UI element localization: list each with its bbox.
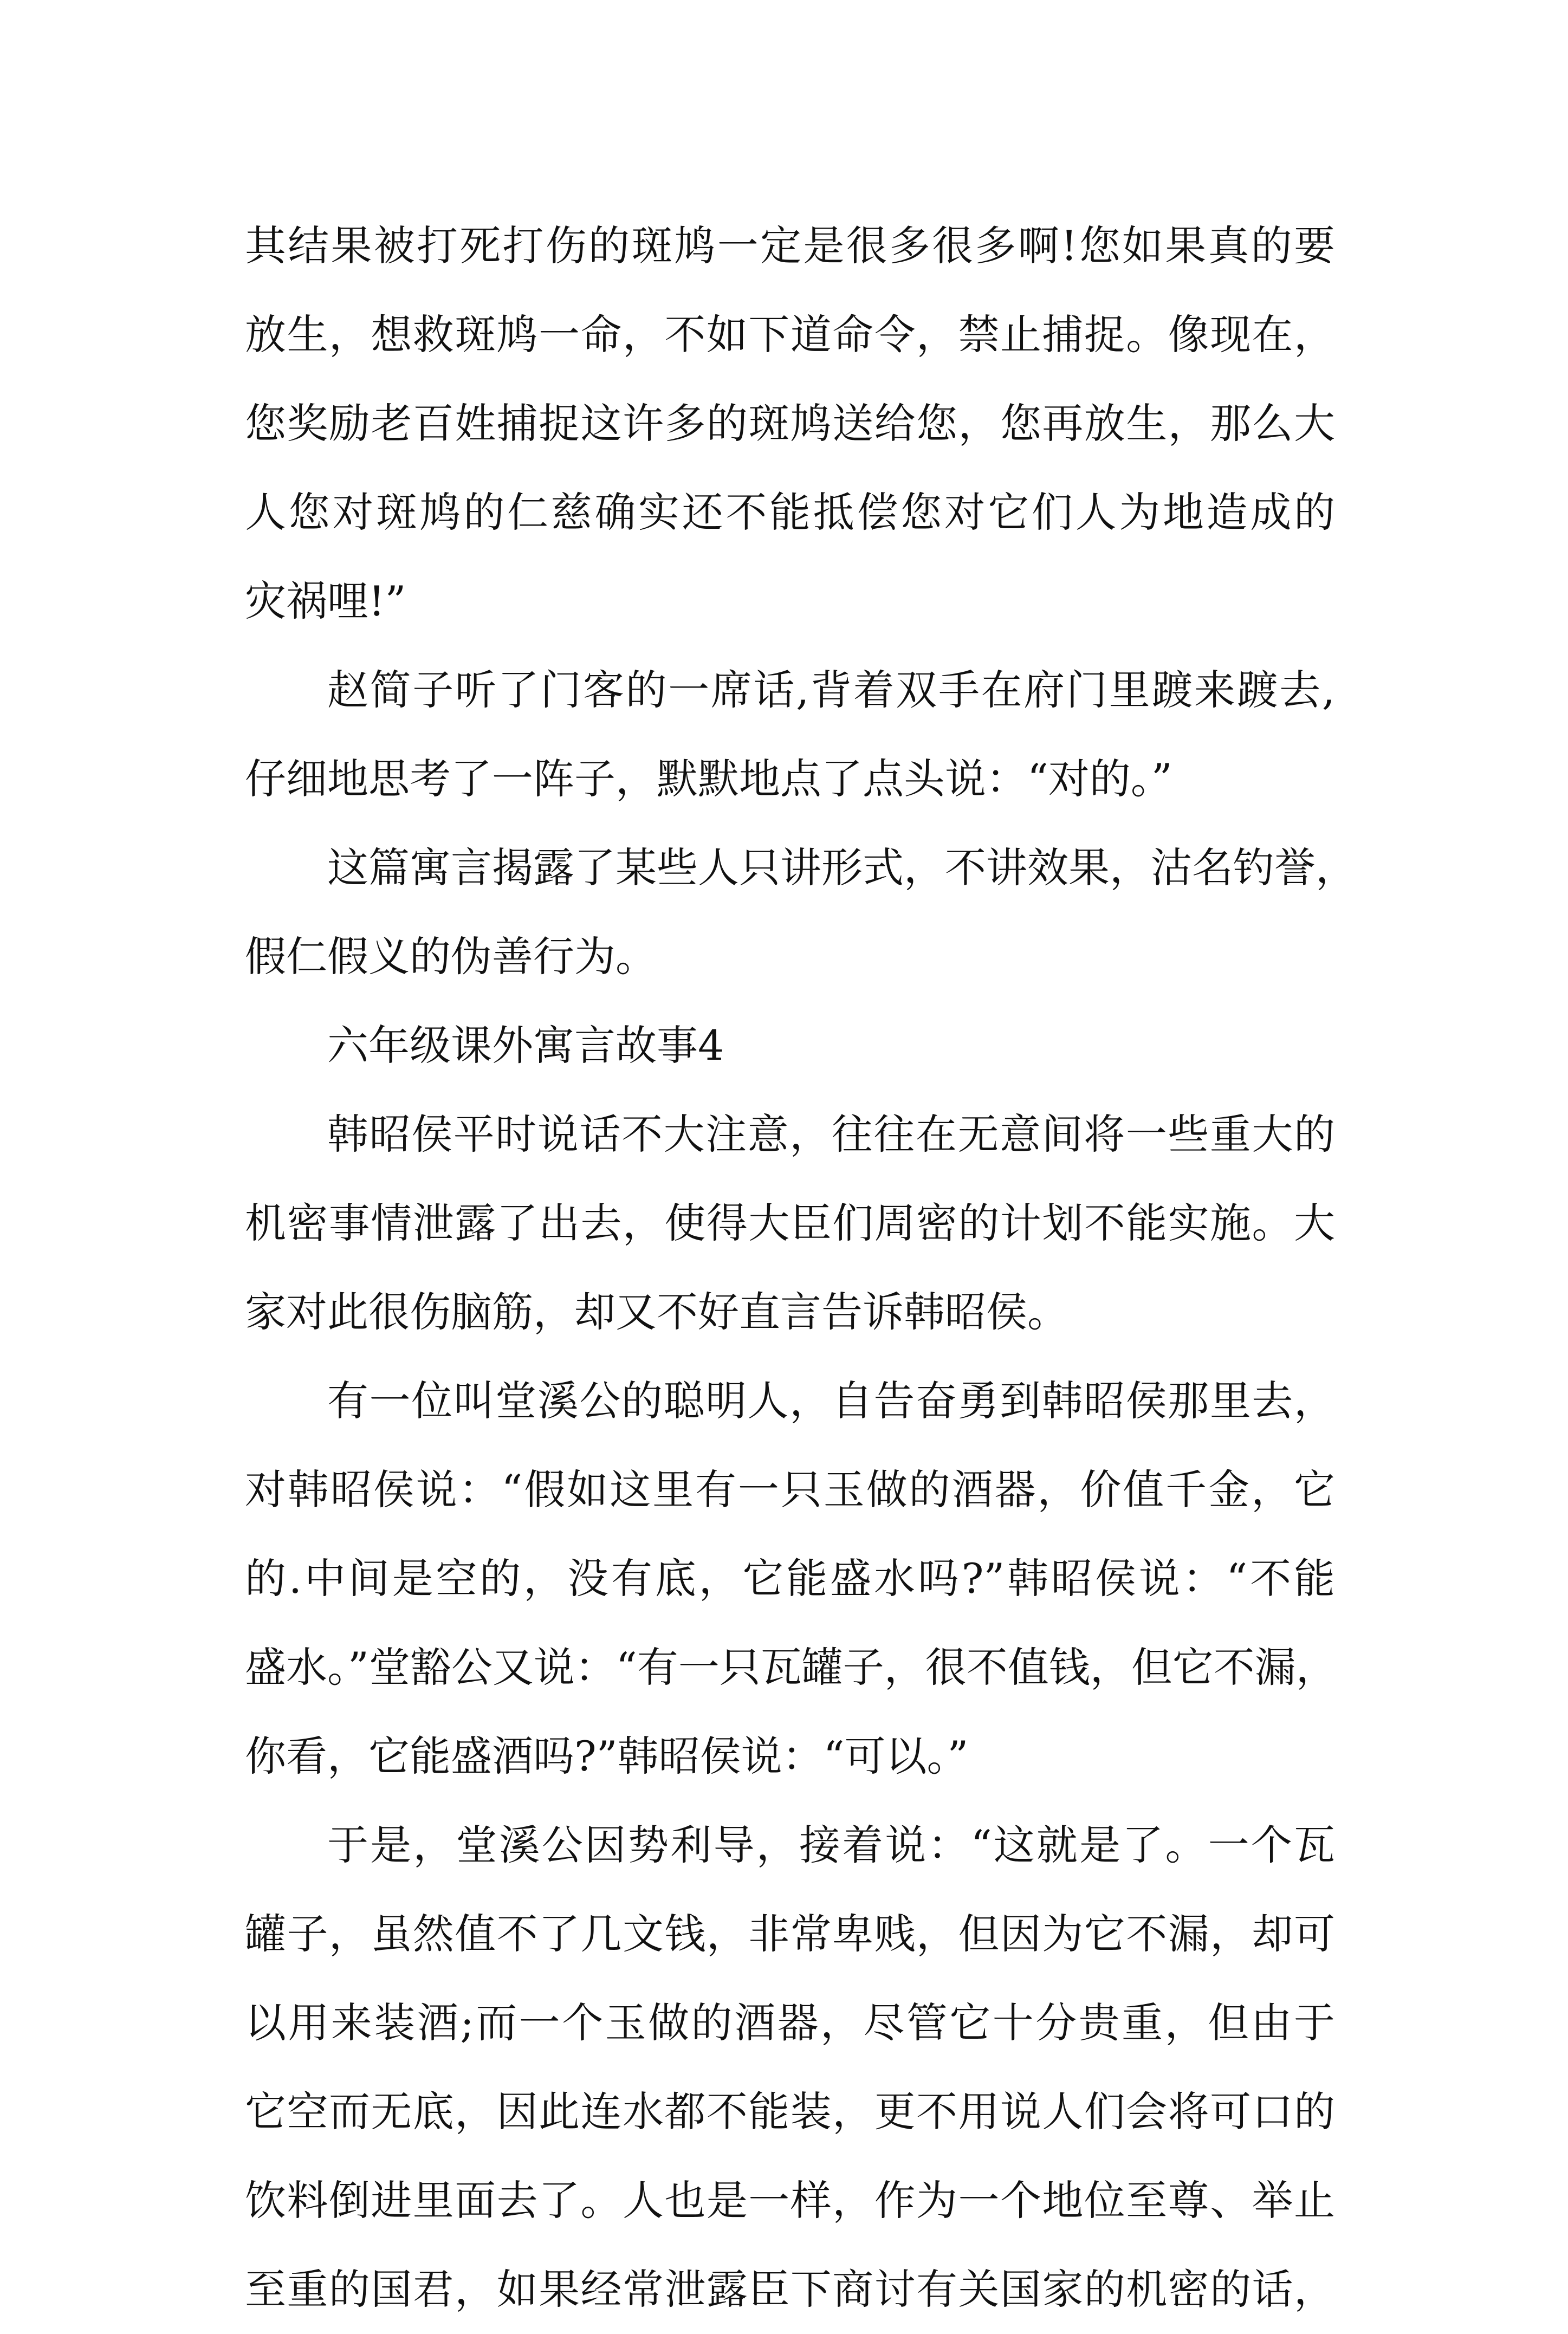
text-line-24: 至重的国君，如果经常泄露臣下商讨有关国家的机密的话， (245, 2265, 1335, 2313)
text-line-21: 以用来装酒;而一个玉做的酒器，尽管它十分贵重，但由于 (245, 1999, 1335, 2047)
text-line-14: 有一位叫堂溪公的聪明人，自告奋勇到韩昭侯那里去， (327, 1377, 1335, 1425)
text-line-6: 赵简子听了门客的一席话,背着双手在府门里踱来踱去, (327, 666, 1335, 714)
text-line-5: 灾祸哩!” (245, 577, 406, 625)
text-line-18: 你看，它能盛酒吗?”韩昭侯说：“可以。” (245, 1732, 969, 1780)
text-line-1: 其结果被打死打伤的斑鸠一定是很多很多啊!您如果真的要 (245, 222, 1335, 270)
text-line-8: 这篇寓言揭露了某些人只讲形式，不讲效果，沽名钓誉， (327, 844, 1357, 892)
text-line-23: 饮料倒进里面去了。人也是一样，作为一个地位至尊、举止 (245, 2176, 1335, 2225)
text-line-20: 罐子，虽然值不了几文钱，非常卑贱，但因为它不漏，却可 (245, 1910, 1335, 1958)
text-line-16: 的.中间是空的，没有底，它能盛水吗?”韩昭侯说：“不能 (245, 1554, 1335, 1603)
text-line-2: 放生，想救斑鸠一命，不如下道命令，禁止捕捉。像现在， (245, 310, 1335, 359)
text-line-22: 它空而无底，因此连水都不能装，更不用说人们会将可口的 (245, 2087, 1335, 2136)
body-text (245, 202, 1357, 2334)
text-line-11: 韩昭侯平时说话不大注意，往往在无意间将一些重大的 (327, 1110, 1335, 1158)
section-heading: 六年级课外寓言故事4 (327, 1021, 724, 1069)
text-line-9: 假仁假义的伪善行为。 (245, 932, 657, 981)
text-line-15: 对韩昭侯说：“假如这里有一只玉做的酒器，价值千金，它 (245, 1466, 1335, 1514)
text-line-4: 人您对斑鸠的仁慈确实还不能抵偿您对它们人为地造成的 (245, 488, 1335, 536)
text-line-3: 您奖励老百姓捕捉这许多的斑鸠送给您，您再放生，那么大 (245, 399, 1335, 448)
text-line-13: 家对此很伤脑筋，却又不好直言告诉韩昭侯。 (245, 1288, 1068, 1336)
text-line-17: 盛水。”堂豁公又说：“有一只瓦罐子，很不值钱，但它不漏， (245, 1643, 1337, 1691)
text-line-7: 仔细地思考了一阵子，默默地点了点头说：“对的。” (245, 755, 1172, 803)
text-line-12: 机密事情泄露了出去，使得大臣们周密的计划不能实施。大 (245, 1199, 1335, 1247)
text-line-19: 于是，堂溪公因势利导，接着说：“这就是了。一个瓦 (327, 1821, 1335, 1869)
